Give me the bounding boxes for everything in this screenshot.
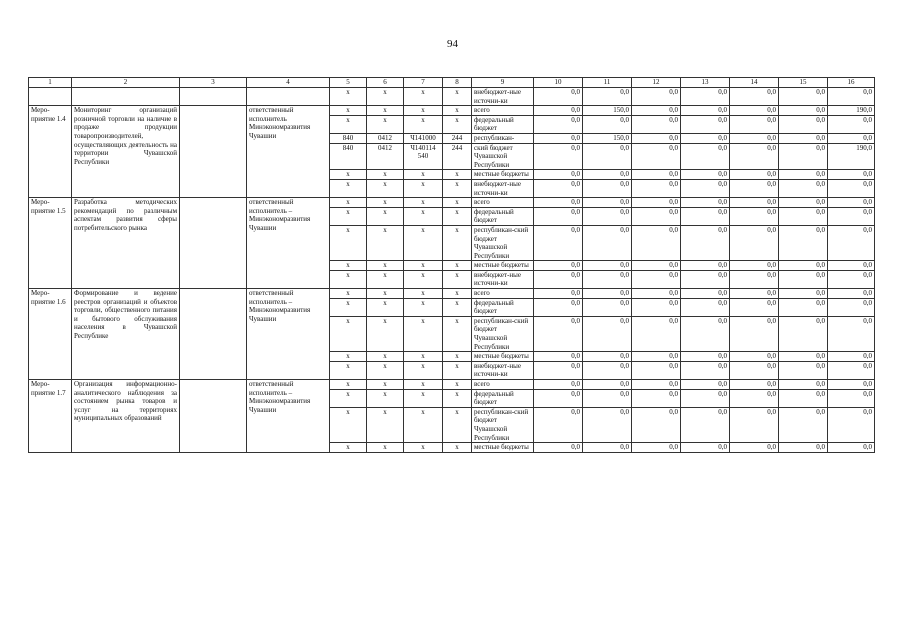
funding-source: ский бюджет Чувашской Республики <box>472 143 534 170</box>
cell-col8: x <box>443 389 472 407</box>
value-cell: 0,0 <box>583 198 632 208</box>
funding-source: республикан-ский бюджет Чувашской Республики <box>472 316 534 351</box>
column-header: 2 <box>72 78 180 88</box>
value-cell: 0,0 <box>828 298 875 316</box>
value-cell: 0,0 <box>730 106 779 116</box>
value-cell: 0,0 <box>583 207 632 225</box>
value-cell: 0,0 <box>534 380 583 390</box>
value-cell: 0,0 <box>583 225 632 260</box>
cell-col5: 840 <box>330 133 367 143</box>
cell-col6: 0412 <box>367 133 404 143</box>
value-cell: 0,0 <box>828 261 875 271</box>
value-cell: 0,0 <box>632 133 681 143</box>
cell-col7: x <box>404 261 443 271</box>
page-number: 94 <box>447 38 458 50</box>
responsible-executor: ответственный исполнитель – Минэкономразвития Чувашии <box>247 198 330 289</box>
value-cell: 0,0 <box>632 270 681 288</box>
cell-col5: x <box>330 115 367 133</box>
value-cell: 0,0 <box>681 352 730 362</box>
value-cell: 0,0 <box>632 106 681 116</box>
cell-col5: x <box>330 443 367 453</box>
cell-col6: x <box>367 88 404 106</box>
value-cell: 0,0 <box>779 106 828 116</box>
value-cell: 0,0 <box>681 88 730 106</box>
funding-source: местные бюджеты <box>472 352 534 362</box>
value-cell: 0,0 <box>828 207 875 225</box>
cell-col5: 840 <box>330 143 367 170</box>
cell-col6: x <box>367 316 404 351</box>
cell-col3 <box>180 88 247 106</box>
value-cell: 0,0 <box>583 298 632 316</box>
value-cell: 0,0 <box>779 88 828 106</box>
value-cell: 0,0 <box>730 316 779 351</box>
value-cell: 0,0 <box>779 380 828 390</box>
cell-col7: x <box>404 389 443 407</box>
column-header: 9 <box>472 78 534 88</box>
value-cell: 0,0 <box>583 270 632 288</box>
cell-col6: x <box>367 361 404 379</box>
activity-number: Меро-приятие 1.7 <box>29 380 72 453</box>
cell-col7: x <box>404 179 443 197</box>
value-cell: 0,0 <box>632 115 681 133</box>
cell-col6: x <box>367 261 404 271</box>
funding-source: республикан-ский бюджет Чувашской Республики <box>472 407 534 442</box>
column-header: 4 <box>247 78 330 88</box>
value-cell: 0,0 <box>632 361 681 379</box>
column-header: 15 <box>779 78 828 88</box>
funding-source: всего <box>472 106 534 116</box>
value-cell: 0,0 <box>534 316 583 351</box>
value-cell: 0,0 <box>779 298 828 316</box>
cell-col5: x <box>330 207 367 225</box>
table-row <box>29 198 875 208</box>
value-cell: 0,0 <box>730 207 779 225</box>
value-cell: 0,0 <box>779 225 828 260</box>
value-cell: 0,0 <box>779 115 828 133</box>
header-row <box>29 78 875 88</box>
value-cell: 0,0 <box>828 443 875 453</box>
value-cell: 0,0 <box>828 170 875 180</box>
value-cell: 0,0 <box>632 389 681 407</box>
cell-col6: x <box>367 198 404 208</box>
value-cell: 0,0 <box>632 261 681 271</box>
value-cell: 0,0 <box>534 443 583 453</box>
cell-col6: x <box>367 289 404 299</box>
value-cell: 0,0 <box>681 207 730 225</box>
value-cell: 0,0 <box>534 225 583 260</box>
cell-col6: x <box>367 170 404 180</box>
value-cell: 0,0 <box>828 316 875 351</box>
value-cell: 0,0 <box>583 380 632 390</box>
value-cell: 0,0 <box>632 88 681 106</box>
cell-col7: x <box>404 352 443 362</box>
value-cell: 0,0 <box>632 289 681 299</box>
value-cell: 0,0 <box>681 143 730 170</box>
cell-col5: x <box>330 270 367 288</box>
budget-table <box>28 77 875 453</box>
cell-col8: x <box>443 198 472 208</box>
funding-source: всего <box>472 380 534 390</box>
cell-col2 <box>72 88 180 106</box>
cell-col8: x <box>443 261 472 271</box>
value-cell: 0,0 <box>730 298 779 316</box>
column-header: 7 <box>404 78 443 88</box>
cell-col5: x <box>330 316 367 351</box>
column-header: 13 <box>681 78 730 88</box>
cell-col7: x <box>404 361 443 379</box>
cell-col7: x <box>404 198 443 208</box>
value-cell: 0,0 <box>632 198 681 208</box>
value-cell: 0,0 <box>828 289 875 299</box>
responsible-executor: ответственный исполнитель Минэкономразвития Чувашии <box>247 106 330 198</box>
funding-source: республикан- <box>472 133 534 143</box>
value-cell: 0,0 <box>779 443 828 453</box>
value-cell: 150,0 <box>583 106 632 116</box>
value-cell: 0,0 <box>534 106 583 116</box>
value-cell: 0,0 <box>779 352 828 362</box>
value-cell: 0,0 <box>632 298 681 316</box>
cell-col8: x <box>443 352 472 362</box>
value-cell: 0,0 <box>534 270 583 288</box>
cell-col8: x <box>443 225 472 260</box>
value-cell: 0,0 <box>632 170 681 180</box>
cell-col5: x <box>330 225 367 260</box>
activity-number: Меро-приятие 1.6 <box>29 289 72 380</box>
value-cell: 0,0 <box>730 198 779 208</box>
column-header: 8 <box>443 78 472 88</box>
cell-col7: x <box>404 298 443 316</box>
column-header: 3 <box>180 78 247 88</box>
value-cell: 0,0 <box>583 170 632 180</box>
column-header: 14 <box>730 78 779 88</box>
value-cell: 190,0 <box>828 106 875 116</box>
value-cell: 0,0 <box>681 443 730 453</box>
cell-col6: x <box>367 352 404 362</box>
value-cell: 0,0 <box>730 270 779 288</box>
value-cell: 0,0 <box>779 361 828 379</box>
value-cell: 0,0 <box>534 179 583 197</box>
value-cell: 0,0 <box>583 88 632 106</box>
value-cell: 0,0 <box>828 389 875 407</box>
cell-col6: x <box>367 389 404 407</box>
cell-col1 <box>29 88 72 106</box>
activity-name: Формирование и ведение реестров организаций и объектов торговли, общественного питания и бытового обслуживания населения в Чувашской Республике <box>72 289 180 380</box>
value-cell: 0,0 <box>828 361 875 379</box>
cell-col8: x <box>443 380 472 390</box>
table-row <box>29 88 875 106</box>
value-cell: 0,0 <box>583 179 632 197</box>
cell-col7: x <box>404 207 443 225</box>
funding-source: всего <box>472 198 534 208</box>
value-cell: 0,0 <box>828 225 875 260</box>
value-cell: 0,0 <box>779 198 828 208</box>
funding-source: федеральный бюджет <box>472 389 534 407</box>
value-cell: 0,0 <box>534 261 583 271</box>
cell-col7: x <box>404 88 443 106</box>
value-cell: 0,0 <box>632 143 681 170</box>
table-row <box>29 289 875 299</box>
value-cell: 0,0 <box>632 179 681 197</box>
value-cell: 0,0 <box>730 289 779 299</box>
value-cell: 0,0 <box>632 443 681 453</box>
cell-col8: x <box>443 270 472 288</box>
value-cell: 0,0 <box>681 115 730 133</box>
column-header: 5 <box>330 78 367 88</box>
cell-col7: Ч140114 540 <box>404 143 443 170</box>
cell-col8: x <box>443 88 472 106</box>
cell-col7: x <box>404 225 443 260</box>
value-cell: 0,0 <box>779 270 828 288</box>
value-cell: 0,0 <box>828 407 875 442</box>
cell-col7: x <box>404 270 443 288</box>
cell-col5: x <box>330 179 367 197</box>
value-cell: 0,0 <box>730 143 779 170</box>
cell-col5: x <box>330 198 367 208</box>
value-cell: 0,0 <box>779 389 828 407</box>
value-cell: 0,0 <box>730 380 779 390</box>
cell-col7: x <box>404 289 443 299</box>
funding-source: республикан-ский бюджет Чувашской Республики <box>472 225 534 260</box>
activity-number: Меро-приятие 1.4 <box>29 106 72 198</box>
value-cell: 0,0 <box>681 298 730 316</box>
value-cell: 0,0 <box>779 316 828 351</box>
column-header: 11 <box>583 78 632 88</box>
funding-source: местные бюджеты <box>472 170 534 180</box>
value-cell: 0,0 <box>779 407 828 442</box>
cell-col5: x <box>330 407 367 442</box>
value-cell: 0,0 <box>681 225 730 260</box>
cell-col8: x <box>443 443 472 453</box>
funding-source: всего <box>472 289 534 299</box>
value-cell: 0,0 <box>534 298 583 316</box>
value-cell: 0,0 <box>779 133 828 143</box>
value-cell: 0,0 <box>730 115 779 133</box>
cell-col8: x <box>443 179 472 197</box>
value-cell: 0,0 <box>583 316 632 351</box>
funding-source: внебюджет-ные источни-ки <box>472 361 534 379</box>
value-cell: 0,0 <box>681 106 730 116</box>
cell-col6: x <box>367 443 404 453</box>
column-header: 1 <box>29 78 72 88</box>
cell-col7: x <box>404 380 443 390</box>
cell-col7: x <box>404 170 443 180</box>
cell-col7: Ч141000 <box>404 133 443 143</box>
value-cell: 0,0 <box>681 198 730 208</box>
cell-col5: x <box>330 88 367 106</box>
cell-col8: x <box>443 207 472 225</box>
value-cell: 0,0 <box>730 170 779 180</box>
cell-col6: x <box>367 179 404 197</box>
value-cell: 0,0 <box>681 270 730 288</box>
value-cell: 0,0 <box>681 133 730 143</box>
value-cell: 0,0 <box>534 289 583 299</box>
value-cell: 0,0 <box>632 316 681 351</box>
cell-col8: x <box>443 407 472 442</box>
activity-name: Разработка методических рекомендаций по различным аспектам развития сферы потребительского рынка <box>72 198 180 289</box>
cell-col5: x <box>330 261 367 271</box>
cell-col8: 244 <box>443 133 472 143</box>
value-cell: 0,0 <box>583 389 632 407</box>
cell-col6: x <box>367 270 404 288</box>
value-cell: 0,0 <box>730 225 779 260</box>
value-cell: 0,0 <box>730 389 779 407</box>
value-cell: 0,0 <box>828 270 875 288</box>
value-cell: 190,0 <box>828 143 875 170</box>
funding-source: федеральный бюджет <box>472 298 534 316</box>
cell-col6: x <box>367 298 404 316</box>
value-cell: 0,0 <box>534 407 583 442</box>
value-cell: 0,0 <box>632 380 681 390</box>
value-cell: 0,0 <box>730 88 779 106</box>
value-cell: 0,0 <box>583 361 632 379</box>
cell-col7: x <box>404 316 443 351</box>
value-cell: 150,0 <box>583 133 632 143</box>
value-cell: 0,0 <box>681 179 730 197</box>
cell-col4 <box>247 88 330 106</box>
table-row <box>29 106 875 116</box>
value-cell: 0,0 <box>534 115 583 133</box>
value-cell: 0,0 <box>632 207 681 225</box>
cell-col5: x <box>330 361 367 379</box>
funding-source: федеральный бюджет <box>472 115 534 133</box>
value-cell: 0,0 <box>534 170 583 180</box>
value-cell: 0,0 <box>632 352 681 362</box>
cell-col5: x <box>330 380 367 390</box>
column-header: 16 <box>828 78 875 88</box>
funding-source: местные бюджеты <box>472 443 534 453</box>
value-cell: 0,0 <box>681 380 730 390</box>
cell-col8: x <box>443 289 472 299</box>
value-cell: 0,0 <box>681 407 730 442</box>
cell-col8: x <box>443 170 472 180</box>
cell-col8: x <box>443 106 472 116</box>
value-cell: 0,0 <box>828 88 875 106</box>
cell-col6: x <box>367 407 404 442</box>
value-cell: 0,0 <box>828 133 875 143</box>
cell-col7: x <box>404 106 443 116</box>
funding-source: внебюджет-ные источни-ки <box>472 270 534 288</box>
responsible-executor: ответственный исполнитель – Минэкономразвития Чувашии <box>247 289 330 380</box>
cell-col5: x <box>330 289 367 299</box>
value-cell: 0,0 <box>730 179 779 197</box>
activity-number: Меро-приятие 1.5 <box>29 198 72 289</box>
value-cell: 0,0 <box>534 352 583 362</box>
column-header: 6 <box>367 78 404 88</box>
value-cell: 0,0 <box>779 179 828 197</box>
cell-col3 <box>180 198 247 289</box>
cell-col5: x <box>330 106 367 116</box>
value-cell: 0,0 <box>534 133 583 143</box>
value-cell: 0,0 <box>828 198 875 208</box>
value-cell: 0,0 <box>779 261 828 271</box>
cell-col5: x <box>330 170 367 180</box>
value-cell: 0,0 <box>583 407 632 442</box>
cell-col8: 244 <box>443 143 472 170</box>
value-cell: 0,0 <box>632 225 681 260</box>
value-cell: 0,0 <box>828 380 875 390</box>
activity-name: Организация информационно-аналитического наблюдения за состоянием рынка товаров и услуг на территориях муниципальных образований <box>72 380 180 453</box>
cell-col8: x <box>443 298 472 316</box>
value-cell: 0,0 <box>534 389 583 407</box>
value-cell: 0,0 <box>730 261 779 271</box>
funding-source: местные бюджеты <box>472 261 534 271</box>
cell-col5: x <box>330 389 367 407</box>
value-cell: 0,0 <box>779 143 828 170</box>
value-cell: 0,0 <box>681 170 730 180</box>
column-header: 10 <box>534 78 583 88</box>
cell-col3 <box>180 380 247 453</box>
cell-col7: x <box>404 407 443 442</box>
cell-col7: x <box>404 443 443 453</box>
cell-col8: x <box>443 115 472 133</box>
cell-col6: x <box>367 380 404 390</box>
cell-col6: 0412 <box>367 143 404 170</box>
value-cell: 0,0 <box>681 261 730 271</box>
cell-col6: x <box>367 225 404 260</box>
cell-col6: x <box>367 207 404 225</box>
table-row <box>29 380 875 390</box>
activity-name: Мониторинг организаций розничной торговли на наличие в продаже продукции товаропроизводителей, осуществляющих деятельность на территории Чувашской Республики <box>72 106 180 198</box>
funding-source: внебюджет-ные источни-ки <box>472 179 534 197</box>
value-cell: 0,0 <box>681 316 730 351</box>
cell-col7: x <box>404 115 443 133</box>
responsible-executor: ответственный исполнитель – Минэкономразвития Чувашии <box>247 380 330 453</box>
value-cell: 0,0 <box>534 207 583 225</box>
value-cell: 0,0 <box>681 289 730 299</box>
value-cell: 0,0 <box>779 289 828 299</box>
value-cell: 0,0 <box>779 207 828 225</box>
value-cell: 0,0 <box>583 289 632 299</box>
value-cell: 0,0 <box>534 143 583 170</box>
value-cell: 0,0 <box>730 361 779 379</box>
value-cell: 0,0 <box>583 352 632 362</box>
value-cell: 0,0 <box>534 88 583 106</box>
cell-col5: x <box>330 352 367 362</box>
value-cell: 0,0 <box>681 361 730 379</box>
value-cell: 0,0 <box>828 115 875 133</box>
value-cell: 0,0 <box>583 261 632 271</box>
cell-col6: x <box>367 106 404 116</box>
funding-source: федеральный бюджет <box>472 207 534 225</box>
cell-col3 <box>180 289 247 380</box>
cell-col3 <box>180 106 247 198</box>
value-cell: 0,0 <box>730 407 779 442</box>
value-cell: 0,0 <box>583 143 632 170</box>
value-cell: 0,0 <box>828 352 875 362</box>
value-cell: 0,0 <box>779 170 828 180</box>
cell-col8: x <box>443 361 472 379</box>
value-cell: 0,0 <box>730 133 779 143</box>
value-cell: 0,0 <box>828 179 875 197</box>
funding-source: внебюджет-ные источни-ки <box>472 88 534 106</box>
value-cell: 0,0 <box>730 352 779 362</box>
cell-col6: x <box>367 115 404 133</box>
value-cell: 0,0 <box>583 115 632 133</box>
value-cell: 0,0 <box>681 389 730 407</box>
cell-col5: x <box>330 298 367 316</box>
value-cell: 0,0 <box>534 361 583 379</box>
value-cell: 0,0 <box>534 198 583 208</box>
cell-col8: x <box>443 316 472 351</box>
column-header: 12 <box>632 78 681 88</box>
value-cell: 0,0 <box>632 407 681 442</box>
value-cell: 0,0 <box>583 443 632 453</box>
value-cell: 0,0 <box>730 443 779 453</box>
